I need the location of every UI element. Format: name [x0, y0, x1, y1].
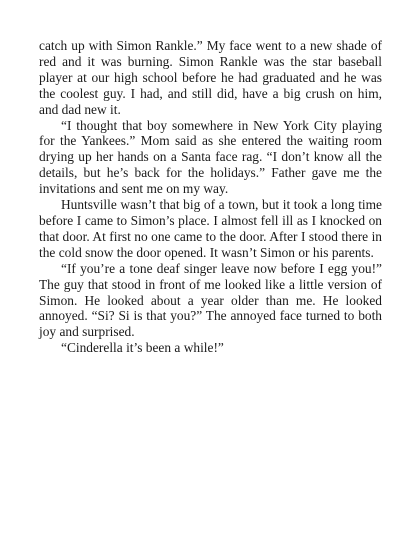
paragraph-1: catch up with Simon Rankle.” My face went to a new shade of red and it was burning. Simon Rankle was the star baseball player at our high school before he had graduated and he was the coolest guy. I had, and still did, have a big crush on him, and dad new it. [39, 38, 382, 117]
paragraph-4: “If you’re a tone deaf singer leave now before I egg you!” The guy that stood in front of me looked like a little version of Simon. He looked about a year older than me. He looked annoyed. “Si? Si is that you?” The annoyed face turned to both joy and surprised. [39, 260, 382, 340]
document-page [39, 38, 382, 356]
paragraph-5: “Cinderella it’s been a while!” [61, 340, 224, 356]
paragraph-2: “I thought that boy somewhere in New York City playing for the Yankees.” Mom said as she entered the waiting room drying up her hands on a Santa face rag. “I don’t know all the details, but he’s back for the holidays.” Father gave me the invitations and sent me on my way. [39, 117, 382, 197]
paragraph-3: Huntsville wasn’t that big of a town, but it took a long time before I came to Simon’s place. I almost fell ill as I knocked on that door. At first no one came to the door. After I stood there in the cold snow the door opened. It wasn’t Simon or his parents. [39, 197, 382, 260]
